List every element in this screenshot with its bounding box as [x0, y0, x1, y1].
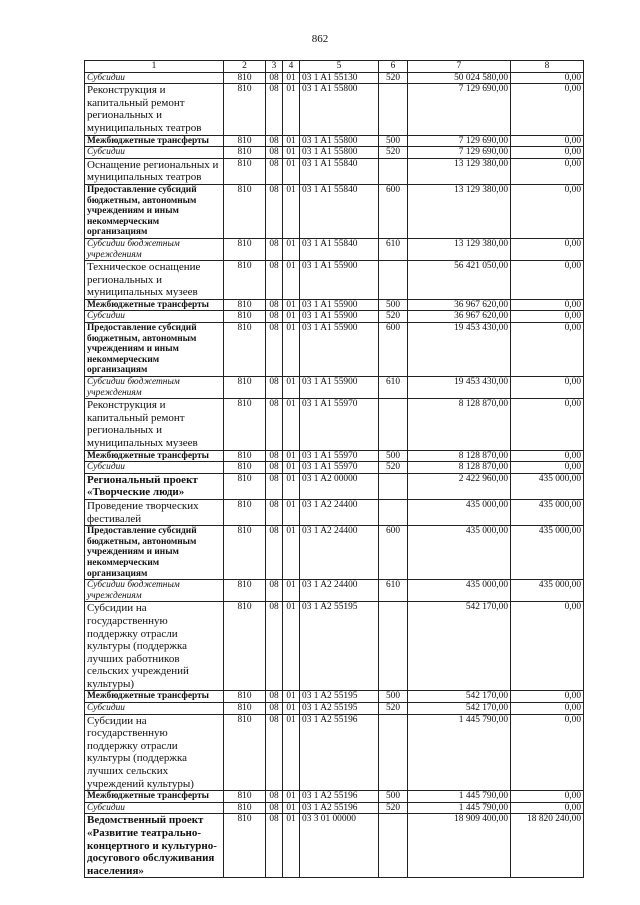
- amount-col7-cell: 36 967 620,00: [408, 299, 511, 311]
- expense-type-cell: 500: [379, 791, 408, 803]
- row-name-cell: Техническое оснащение региональных и муниципальных музеев: [85, 261, 224, 300]
- expense-type-cell: [379, 261, 408, 300]
- expense-type-cell: 520: [379, 311, 408, 323]
- table-row: [85, 238, 584, 260]
- ministry-code-cell: 810: [224, 814, 266, 878]
- subsection-code-cell: 01: [283, 526, 300, 580]
- subsection-code-cell: 01: [283, 802, 300, 814]
- target-article-cell: 03 1 A1 55970: [300, 450, 379, 462]
- target-article-cell: 03 1 A2 55196: [300, 791, 379, 803]
- amount-col8-cell: 0,00: [511, 84, 584, 135]
- ministry-code-cell: 810: [224, 791, 266, 803]
- section-code-cell: 08: [266, 135, 283, 147]
- amount-col8-cell: 0,00: [511, 72, 584, 84]
- row-name-cell: Ведомственный проект «Развитие театрально-концертного и культурно-досугового обслуживания населения»: [85, 814, 224, 878]
- section-code-cell: 08: [266, 473, 283, 499]
- expense-type-cell: 500: [379, 299, 408, 311]
- amount-col8-cell: 0,00: [511, 802, 584, 814]
- subsection-code-cell: 01: [283, 135, 300, 147]
- table-row: [85, 703, 584, 715]
- section-code-cell: 08: [266, 377, 283, 399]
- header-cell: 8: [511, 61, 584, 73]
- amount-col7-cell: 7 129 690,00: [408, 135, 511, 147]
- subsection-code-cell: 01: [283, 814, 300, 878]
- target-article-cell: 03 1 A1 55970: [300, 399, 379, 450]
- amount-col8-cell: 0,00: [511, 714, 584, 791]
- table-row: [85, 580, 584, 602]
- ministry-code-cell: 810: [224, 299, 266, 311]
- amount-col8-cell: 0,00: [511, 462, 584, 474]
- table-row: [85, 526, 584, 580]
- target-article-cell: 03 1 A2 24400: [300, 580, 379, 602]
- ministry-code-cell: 810: [224, 462, 266, 474]
- header-cell: 3: [266, 61, 283, 73]
- subsection-code-cell: 01: [283, 714, 300, 791]
- expense-type-cell: 610: [379, 238, 408, 260]
- amount-col8-cell: 0,00: [511, 158, 584, 184]
- subsection-code-cell: 01: [283, 184, 300, 238]
- row-name-cell: Субсидии: [85, 147, 224, 159]
- expense-type-cell: 520: [379, 802, 408, 814]
- row-name-cell: Субсидии бюджетным учреждениям: [85, 580, 224, 602]
- subsection-code-cell: 01: [283, 238, 300, 260]
- section-code-cell: 08: [266, 703, 283, 715]
- subsection-code-cell: 01: [283, 691, 300, 703]
- amount-col7-cell: 13 129 380,00: [408, 184, 511, 238]
- target-article-cell: 03 1 A1 55970: [300, 462, 379, 474]
- row-name-cell: Субсидии: [85, 802, 224, 814]
- row-name-cell: Межбюджетные трансферты: [85, 450, 224, 462]
- row-name-cell: Предоставление субсидий бюджетным, автономным учреждениям и иным некоммерческим организациям: [85, 323, 224, 377]
- ministry-code-cell: 810: [224, 802, 266, 814]
- table-row: [85, 311, 584, 323]
- ministry-code-cell: 810: [224, 238, 266, 260]
- table-row: [85, 323, 584, 377]
- expense-type-cell: 520: [379, 703, 408, 715]
- table-row: [85, 261, 584, 300]
- section-code-cell: 08: [266, 450, 283, 462]
- expense-type-cell: 500: [379, 135, 408, 147]
- row-name-cell: Межбюджетные трансферты: [85, 691, 224, 703]
- section-code-cell: 08: [266, 791, 283, 803]
- amount-col8-cell: 0,00: [511, 450, 584, 462]
- target-article-cell: 03 1 A1 55900: [300, 261, 379, 300]
- row-name-cell: Предоставление субсидий бюджетным, автономным учреждениям и иным некоммерческим организациям: [85, 526, 224, 580]
- row-name-cell: Межбюджетные трансферты: [85, 299, 224, 311]
- header-cell: 7: [408, 61, 511, 73]
- table-row: [85, 462, 584, 474]
- table-row: [85, 184, 584, 238]
- amount-col8-cell: 0,00: [511, 703, 584, 715]
- amount-col8-cell: 18 820 240,00: [511, 814, 584, 878]
- amount-col8-cell: 0,00: [511, 791, 584, 803]
- amount-col8-cell: 0,00: [511, 299, 584, 311]
- ministry-code-cell: 810: [224, 135, 266, 147]
- table-row: [85, 499, 584, 525]
- target-article-cell: 03 1 A1 55900: [300, 299, 379, 311]
- expense-type-cell: [379, 399, 408, 450]
- amount-col8-cell: 0,00: [511, 135, 584, 147]
- amount-col7-cell: 542 170,00: [408, 703, 511, 715]
- section-code-cell: 08: [266, 311, 283, 323]
- amount-col7-cell: 2 422 960,00: [408, 473, 511, 499]
- row-name-cell: Субсидии: [85, 72, 224, 84]
- target-article-cell: 03 1 A2 55195: [300, 602, 379, 691]
- row-name-cell: Межбюджетные трансферты: [85, 135, 224, 147]
- amount-col7-cell: 7 129 690,00: [408, 84, 511, 135]
- amount-col7-cell: 1 445 790,00: [408, 714, 511, 791]
- ministry-code-cell: 810: [224, 377, 266, 399]
- ministry-code-cell: 810: [224, 450, 266, 462]
- target-article-cell: 03 1 A2 00000: [300, 473, 379, 499]
- section-code-cell: 08: [266, 147, 283, 159]
- table-row: [85, 473, 584, 499]
- ministry-code-cell: 810: [224, 323, 266, 377]
- header-cell: 4: [283, 61, 300, 73]
- subsection-code-cell: 01: [283, 602, 300, 691]
- row-name-cell: Межбюджетные трансферты: [85, 791, 224, 803]
- table-row: [85, 602, 584, 691]
- subsection-code-cell: 01: [283, 703, 300, 715]
- expense-type-cell: 500: [379, 450, 408, 462]
- table-row: [85, 72, 584, 84]
- expense-type-cell: 610: [379, 580, 408, 602]
- amount-col8-cell: 435 000,00: [511, 499, 584, 525]
- target-article-cell: 03 1 A1 55900: [300, 311, 379, 323]
- section-code-cell: 08: [266, 238, 283, 260]
- section-code-cell: 08: [266, 814, 283, 878]
- row-name-cell: Субсидии бюджетным учреждениям: [85, 238, 224, 260]
- amount-col7-cell: 8 128 870,00: [408, 450, 511, 462]
- budget-table: [84, 60, 584, 878]
- expense-type-cell: 520: [379, 147, 408, 159]
- table-row: [85, 802, 584, 814]
- amount-col8-cell: 435 000,00: [511, 473, 584, 499]
- amount-col8-cell: 0,00: [511, 691, 584, 703]
- section-code-cell: 08: [266, 84, 283, 135]
- ministry-code-cell: 810: [224, 691, 266, 703]
- amount-col7-cell: 1 445 790,00: [408, 802, 511, 814]
- table-row: [85, 450, 584, 462]
- expense-type-cell: 600: [379, 526, 408, 580]
- amount-col7-cell: 542 170,00: [408, 602, 511, 691]
- ministry-code-cell: 810: [224, 158, 266, 184]
- expense-type-cell: [379, 84, 408, 135]
- table-row: [85, 791, 584, 803]
- table-row: [85, 299, 584, 311]
- ministry-code-cell: 810: [224, 399, 266, 450]
- section-code-cell: 08: [266, 399, 283, 450]
- amount-col8-cell: 0,00: [511, 323, 584, 377]
- expense-type-cell: 500: [379, 691, 408, 703]
- table-row: [85, 147, 584, 159]
- section-code-cell: 08: [266, 714, 283, 791]
- subsection-code-cell: 01: [283, 147, 300, 159]
- ministry-code-cell: 810: [224, 499, 266, 525]
- header-cell: 6: [379, 61, 408, 73]
- amount-col7-cell: 1 445 790,00: [408, 791, 511, 803]
- amount-col7-cell: 7 129 690,00: [408, 147, 511, 159]
- ministry-code-cell: 810: [224, 147, 266, 159]
- expense-type-cell: [379, 158, 408, 184]
- ministry-code-cell: 810: [224, 602, 266, 691]
- ministry-code-cell: 810: [224, 473, 266, 499]
- subsection-code-cell: 01: [283, 311, 300, 323]
- amount-col7-cell: 435 000,00: [408, 499, 511, 525]
- row-name-cell: Субсидии на государственную поддержку отрасли культуры (поддержка лучших работников сельских учреждений культуры): [85, 602, 224, 691]
- row-name-cell: Региональный проект «Творческие люди»: [85, 473, 224, 499]
- target-article-cell: 03 1 A2 55196: [300, 802, 379, 814]
- table-row: [85, 158, 584, 184]
- subsection-code-cell: 01: [283, 323, 300, 377]
- section-code-cell: 08: [266, 72, 283, 84]
- expense-type-cell: 610: [379, 377, 408, 399]
- amount-col7-cell: 18 909 400,00: [408, 814, 511, 878]
- table-row: [85, 714, 584, 791]
- subsection-code-cell: 01: [283, 261, 300, 300]
- ministry-code-cell: 810: [224, 311, 266, 323]
- amount-col7-cell: 13 129 380,00: [408, 158, 511, 184]
- header-cell: 5: [300, 61, 379, 73]
- table-row: [85, 135, 584, 147]
- ministry-code-cell: 810: [224, 703, 266, 715]
- target-article-cell: 03 1 A1 55800: [300, 147, 379, 159]
- amount-col7-cell: 8 128 870,00: [408, 462, 511, 474]
- target-article-cell: 03 3 01 00000: [300, 814, 379, 878]
- section-code-cell: 08: [266, 261, 283, 300]
- target-article-cell: 03 1 A1 55900: [300, 323, 379, 377]
- amount-col7-cell: 13 129 380,00: [408, 238, 511, 260]
- expense-type-cell: [379, 814, 408, 878]
- expense-type-cell: 520: [379, 72, 408, 84]
- amount-col8-cell: 435 000,00: [511, 580, 584, 602]
- target-article-cell: 03 1 A1 55800: [300, 135, 379, 147]
- section-code-cell: 08: [266, 691, 283, 703]
- row-name-cell: Проведение творческих фестивалей: [85, 499, 224, 525]
- amount-col8-cell: 0,00: [511, 147, 584, 159]
- amount-col8-cell: 435 000,00: [511, 526, 584, 580]
- subsection-code-cell: 01: [283, 462, 300, 474]
- expense-type-cell: [379, 473, 408, 499]
- amount-col8-cell: 0,00: [511, 602, 584, 691]
- row-name-cell: Оснащение региональных и муниципальных театров: [85, 158, 224, 184]
- target-article-cell: 03 1 A2 24400: [300, 499, 379, 525]
- section-code-cell: 08: [266, 462, 283, 474]
- subsection-code-cell: 01: [283, 299, 300, 311]
- amount-col8-cell: 0,00: [511, 238, 584, 260]
- target-article-cell: 03 1 A1 55800: [300, 84, 379, 135]
- subsection-code-cell: 01: [283, 473, 300, 499]
- expense-type-cell: [379, 499, 408, 525]
- table-header-row: [85, 61, 584, 73]
- table-row: [85, 399, 584, 450]
- ministry-code-cell: 810: [224, 72, 266, 84]
- header-cell: 1: [85, 61, 224, 73]
- section-code-cell: 08: [266, 184, 283, 238]
- amount-col8-cell: 0,00: [511, 377, 584, 399]
- row-name-cell: Субсидии на государственную поддержку отрасли культуры (поддержка лучших сельских учреждений культуры): [85, 714, 224, 791]
- subsection-code-cell: 01: [283, 580, 300, 602]
- amount-col8-cell: 0,00: [511, 261, 584, 300]
- subsection-code-cell: 01: [283, 72, 300, 84]
- target-article-cell: 03 1 A1 55840: [300, 184, 379, 238]
- section-code-cell: 08: [266, 580, 283, 602]
- section-code-cell: 08: [266, 602, 283, 691]
- section-code-cell: 08: [266, 499, 283, 525]
- target-article-cell: 03 1 A2 55196: [300, 714, 379, 791]
- amount-col7-cell: 36 967 620,00: [408, 311, 511, 323]
- subsection-code-cell: 01: [283, 377, 300, 399]
- expense-type-cell: [379, 714, 408, 791]
- row-name-cell: Субсидии: [85, 703, 224, 715]
- row-name-cell: Реконструкция и капитальный ремонт региональных и муниципальных театров: [85, 84, 224, 135]
- target-article-cell: 03 1 A1 55840: [300, 158, 379, 184]
- section-code-cell: 08: [266, 323, 283, 377]
- subsection-code-cell: 01: [283, 499, 300, 525]
- row-name-cell: Субсидии бюджетным учреждениям: [85, 377, 224, 399]
- subsection-code-cell: 01: [283, 84, 300, 135]
- row-name-cell: Реконструкция и капитальный ремонт региональных и муниципальных музеев: [85, 399, 224, 450]
- section-code-cell: 08: [266, 526, 283, 580]
- table-row: [85, 691, 584, 703]
- table-row: [85, 814, 584, 878]
- target-article-cell: 03 1 A2 24400: [300, 526, 379, 580]
- amount-col7-cell: 50 024 580,00: [408, 72, 511, 84]
- table-row: [85, 84, 584, 135]
- target-article-cell: 03 1 A2 55195: [300, 691, 379, 703]
- amount-col8-cell: 0,00: [511, 184, 584, 238]
- amount-col7-cell: 8 128 870,00: [408, 399, 511, 450]
- ministry-code-cell: 810: [224, 84, 266, 135]
- subsection-code-cell: 01: [283, 791, 300, 803]
- target-article-cell: 03 1 A1 55840: [300, 238, 379, 260]
- target-article-cell: 03 1 A1 55130: [300, 72, 379, 84]
- target-article-cell: 03 1 A1 55900: [300, 377, 379, 399]
- target-article-cell: 03 1 A2 55195: [300, 703, 379, 715]
- ministry-code-cell: 810: [224, 580, 266, 602]
- ministry-code-cell: 810: [224, 526, 266, 580]
- amount-col7-cell: 435 000,00: [408, 580, 511, 602]
- section-code-cell: 08: [266, 802, 283, 814]
- page-number: 862: [311, 33, 329, 45]
- amount-col7-cell: 56 421 050,00: [408, 261, 511, 300]
- expense-type-cell: 600: [379, 323, 408, 377]
- expense-type-cell: [379, 602, 408, 691]
- header-cell: 2: [224, 61, 266, 73]
- section-code-cell: 08: [266, 299, 283, 311]
- expense-type-cell: 520: [379, 462, 408, 474]
- amount-col8-cell: 0,00: [511, 399, 584, 450]
- expense-type-cell: 600: [379, 184, 408, 238]
- section-code-cell: 08: [266, 158, 283, 184]
- amount-col7-cell: 19 453 430,00: [408, 377, 511, 399]
- amount-col7-cell: 542 170,00: [408, 691, 511, 703]
- row-name-cell: Субсидии: [85, 462, 224, 474]
- amount-col7-cell: 435 000,00: [408, 526, 511, 580]
- row-name-cell: Предоставление субсидий бюджетным, автономным учреждениям и иным некоммерческим организациям: [85, 184, 224, 238]
- ministry-code-cell: 810: [224, 714, 266, 791]
- row-name-cell: Субсидии: [85, 311, 224, 323]
- ministry-code-cell: 810: [224, 184, 266, 238]
- subsection-code-cell: 01: [283, 450, 300, 462]
- ministry-code-cell: 810: [224, 261, 266, 300]
- amount-col7-cell: 19 453 430,00: [408, 323, 511, 377]
- subsection-code-cell: 01: [283, 399, 300, 450]
- amount-col8-cell: 0,00: [511, 311, 584, 323]
- subsection-code-cell: 01: [283, 158, 300, 184]
- table-row: [85, 377, 584, 399]
